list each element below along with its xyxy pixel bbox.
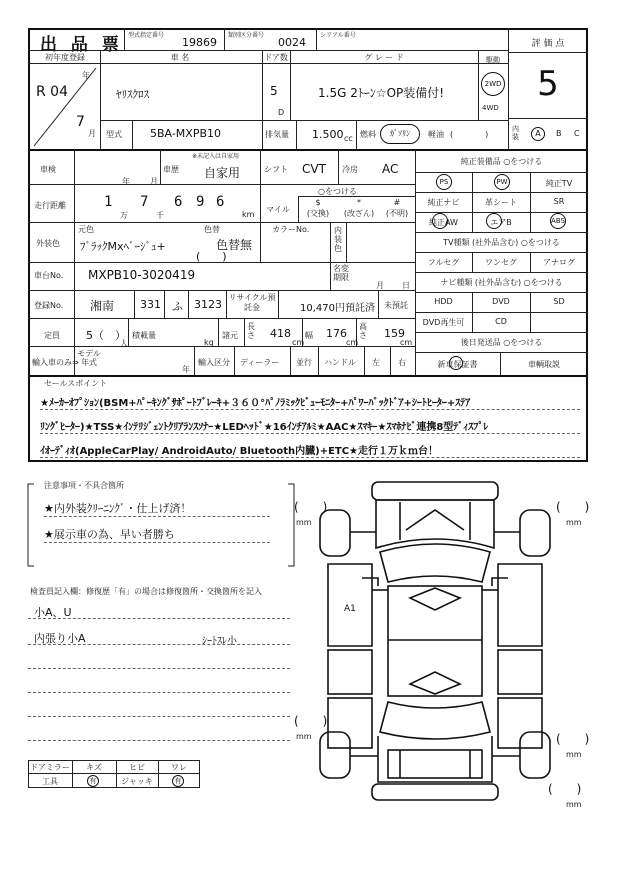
legend-crack: ヒビ (129, 763, 145, 772)
length-value: 418 (270, 327, 291, 340)
model-value: 5BA-MXPB10 (150, 127, 222, 140)
parallel-label: 並行 (296, 358, 312, 367)
kg-mark: kg (204, 338, 214, 347)
drive-label: 駆動 (486, 56, 500, 64)
grade-value: 1.5G 2ﾄｰﾝ☆OP装備付! (318, 86, 445, 100)
legend-break: ワレ (171, 763, 187, 772)
color-label: 外装色 (36, 239, 60, 248)
circle-note: ○をつける (318, 187, 357, 196)
name-label: 車 名 (170, 53, 190, 62)
drive-2wd: 2WD (481, 72, 505, 96)
unknown-mark: # (393, 198, 401, 207)
color-change-paren: ( ) (196, 250, 227, 263)
exchange-label: (交換) (306, 209, 330, 218)
equip-tv: 純正TV (545, 179, 573, 188)
import-label: 輸入車のみ⇒ (32, 358, 79, 367)
color-change-label: 色替 (204, 225, 220, 234)
car-name: ﾔﾘｽｸﾛｽ (116, 88, 149, 101)
handle-left: 左 (372, 358, 380, 367)
history-note: ※未記入は自家用 (192, 153, 240, 160)
legend-tool: 工具 (42, 777, 58, 786)
navi-cd: CD (495, 317, 507, 326)
dims-label: 諸元 (222, 331, 238, 340)
mileage-digit-3: 6 (174, 194, 183, 210)
class-no: 0024 (278, 36, 306, 49)
sales-line-2: ﾘﾝｸﾞﾋｰﾀｰ)★TSS★ｲﾝﾃﾘｼﾞｪﾝﾄｸﾘｱﾗﾝｽｿﾅｰ★LEDﾍｯﾄﾞ★16ｲﾝﾁｱﾙﾐ★AAC★ｽﾏｷｰ★ｽﾏﾎﾅﾋﾞ連携8型ﾃﾞｨｽﾌﾟﾚ (40, 418, 580, 434)
width-cm: cm (346, 338, 359, 347)
tv-analog: アナログ (543, 258, 575, 267)
nc-day: 日 (402, 281, 410, 290)
man-mark: 万 (120, 211, 128, 220)
inspector-label: 検査員記入欄：修復歴「有」の場合は修復箇所・交換箇所を記入 (30, 587, 262, 596)
page-title: 出 品 票 (40, 35, 123, 55)
reg-kana: ふ (172, 300, 183, 313)
inspector-line-2a: 内張り小A (34, 632, 86, 645)
score-value: 5 (537, 64, 559, 104)
width-value: 176 (326, 327, 347, 340)
navi-hdd: HDD (434, 297, 453, 306)
later-header: 後日発送品 ○をつける (460, 338, 543, 347)
equip-abs: ABS (550, 213, 566, 229)
equip-pw: PW (494, 174, 510, 190)
history-label: 車歴 (163, 165, 179, 174)
score-label: 評 価 点 (531, 39, 565, 49)
fuel-diesel: 軽油 (428, 130, 444, 139)
tire-fl-mm: mm (296, 518, 312, 527)
equip-airbag: エアB (490, 218, 512, 227)
first-reg-month: 7 (76, 114, 85, 130)
nc-month: 月 (376, 281, 384, 290)
later-warranty: 新車保証書 (437, 360, 478, 369)
tire-rr-paren: ( ) (556, 732, 590, 746)
handle-right: 右 (398, 358, 406, 367)
cc-unit: cc (344, 134, 353, 143)
month-mark: 月 (88, 129, 96, 138)
notes-line-1: ★内外装ｸﾘｰﾆﾝｸﾞ・仕上げ済！ (44, 500, 270, 517)
int-color-label: 内装色 (334, 226, 342, 253)
drive-4wd: 4WD (482, 104, 499, 112)
sales-line-1: ★ﾒｰｶｰｵﾌﾟｼｮﾝ(BSM+ﾊﾟｰｷﾝｸﾞｻﾎﾟｰﾄﾌﾞﾚｰｷ+３６０°ﾊﾟﾉﾗﾐｯｸﾋﾞｭｰﾓﾆﾀｰ+ﾊﾟﾜｰﾊﾞｯｸﾄﾞｱ+ｼｰﾄﾋｰﾀｰ+ｽﾃｱ (40, 394, 580, 410)
displacement: 1.500 (312, 128, 344, 141)
first-reg-year: R 04 (36, 84, 68, 100)
reg-class: 331 (140, 298, 161, 311)
class-label: 類別区分番号 (228, 32, 265, 39)
mileage-digit-1: 1 (104, 194, 113, 210)
later-manual: 車輌取説 (528, 360, 560, 369)
fuel-gasoline: ｶﾞｿﾘﾝ (380, 124, 420, 144)
tire-spare-mm: mm (566, 800, 582, 809)
fuel-other: ( ) (450, 130, 489, 139)
navi-dvd-play: DVD再生可 (422, 318, 465, 327)
exchange-mark: $ (315, 198, 321, 207)
equip-navi: 純正ナビ (427, 198, 460, 207)
tire-rl-mm: mm (296, 732, 312, 741)
reg-area: 湘南 (90, 299, 115, 313)
sales-line-3: ｲｵｰﾃﾞｨｵ(AppleCarPlay/ AndroidAuto/ Bluetooth内臓)+ETC★走行１万ｋｍ台！ (40, 442, 580, 458)
legend-jack-yes: 有 (172, 775, 184, 787)
reg-number: 3123 (194, 298, 222, 311)
interior-a: A (531, 127, 545, 141)
height-value: 159 (384, 327, 405, 340)
altered-mark: * (357, 198, 361, 207)
history-value: 自家用 (204, 166, 241, 180)
sales-label: セールスポイント (44, 379, 108, 388)
my-year-mark: 年 (182, 365, 190, 374)
inspector-line-1: 小A、U (34, 606, 72, 619)
notes-label: 注意事項・不具合箇所 (44, 481, 124, 490)
tire-fr-paren: ( ) (556, 500, 590, 514)
door-suffix: D (278, 108, 285, 117)
mileage-digit-4: 9 (196, 194, 205, 210)
type-no-label: 型式指定番号 (128, 32, 165, 39)
navi-type-header: ナビ種類 (社外品含む) ○をつける (440, 278, 563, 287)
cooler-label: 冷房 (342, 165, 358, 174)
fuel-label: 燃料 (360, 130, 376, 139)
tire-spare-paren: ( ) (548, 782, 582, 796)
height-label: 高さ (359, 322, 367, 340)
doors-value: 5 (270, 84, 278, 98)
cooler-value: AC (382, 162, 399, 176)
tv-fullseg: フルセグ (427, 258, 460, 267)
import-type-label: 輸入区分 (198, 358, 230, 367)
car-diagram (290, 470, 590, 820)
handle-label: ハンドル (324, 358, 356, 367)
warranty-circle (449, 356, 463, 370)
km-mark: km (242, 210, 255, 219)
legend-tool-yes: 有 (87, 775, 99, 787)
legend-door-mirror: ドアミラー (30, 763, 70, 772)
tire-fl-paren: ( ) (294, 500, 328, 514)
equip-airbag-circle (486, 213, 502, 229)
model-year-label: モデル年式 (77, 349, 101, 367)
serial-label: シリアル番号 (320, 32, 356, 39)
name-change-label: 名変期限 (333, 264, 349, 282)
recycle-label: リサイクル預託金 (228, 293, 276, 312)
year-mark: 年 (82, 71, 90, 80)
equip-leather: 革シート (485, 198, 517, 207)
first-reg-label: 初年度登録 (45, 53, 85, 62)
unpaid-label: 未預託 (384, 301, 408, 310)
orig-color: ﾌﾞﾗｯｸMxﾍﾞｰｼﾞｭ+ (80, 240, 166, 253)
legend-jack: ジャッキ (121, 777, 153, 786)
dealer-label: ディーラー (240, 358, 280, 367)
reg-label: 登録No. (34, 301, 64, 310)
altered-label: (改ざん) (343, 209, 375, 218)
tire-fr-mm: mm (566, 518, 582, 527)
equip-header: 純正装備品 ○をつける (460, 157, 543, 166)
navi-sd: SD (553, 297, 565, 306)
recycle-value: 10,470円預託済 (300, 303, 375, 314)
tv-type-header: TV種類 (社外品含む) ○をつける (443, 238, 560, 247)
equip-sr: SR (553, 197, 565, 206)
mileage-label: 走行距離 (34, 201, 66, 210)
tire-rr-mm: mm (566, 750, 582, 759)
shift-label: シフト (264, 165, 288, 174)
legend-scratch: キズ (86, 763, 102, 772)
insp-year-mark: 年 (122, 177, 130, 186)
orig-color-label: 元色 (78, 225, 94, 234)
damage-a1: A1 (344, 604, 356, 614)
mile-label: マイル (266, 205, 290, 214)
chassis-label: 車台No. (34, 271, 64, 280)
interior-b: B (556, 129, 562, 138)
interior-label: 内装 (512, 125, 519, 141)
inspector-line-2b: ｼｰﾄｽﾚ小 (202, 636, 237, 647)
height-cm: cm (400, 338, 413, 347)
grade-label: グ レ ー ド (364, 53, 404, 62)
mileage-digit-2: 7 (140, 194, 149, 210)
disp-label: 排気量 (265, 130, 289, 139)
mileage-digit-5: 6 (216, 194, 225, 210)
inspection-label: 車検 (40, 165, 56, 174)
chassis-no: MXPB10-3020419 (88, 268, 196, 282)
equip-aw: 純正AW (429, 218, 458, 227)
shift-value: CVT (302, 162, 326, 176)
length-cm: cm (292, 338, 305, 347)
notes-line-2: ★展示車の為、早い者勝ち (44, 526, 270, 543)
color-no-label: カラーNo. (272, 225, 310, 234)
capacity-label: 定員 (44, 331, 60, 340)
type-no: 19869 (182, 36, 217, 49)
tire-rl-paren: ( ) (294, 714, 328, 728)
color-change: 色替無 (216, 238, 253, 252)
interior-c: C (574, 129, 580, 138)
tv-oneseg: ワンセグ (485, 258, 517, 267)
equip-ps: PS (436, 174, 452, 190)
doors-label: ドア数 (264, 53, 288, 62)
width-label: 幅 (305, 331, 313, 340)
length-label: 長さ (247, 322, 255, 340)
person-mark: 人 (120, 339, 128, 348)
insp-month-mark: 月 (150, 177, 158, 186)
model-label: 型式 (106, 130, 122, 139)
equip-aw-circle (432, 213, 448, 229)
capacity-value: 5（ ） (86, 329, 126, 342)
navi-dvd: DVD (492, 297, 510, 306)
sen-mark: 千 (156, 211, 164, 220)
load-label: 積載量 (132, 331, 156, 340)
unknown-label: (不明) (385, 209, 409, 218)
